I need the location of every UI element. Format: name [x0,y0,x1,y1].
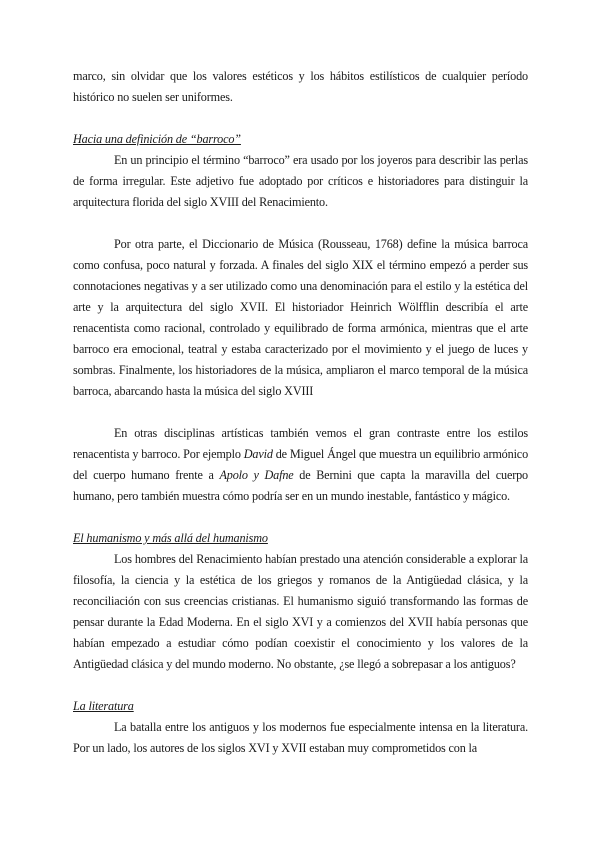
paragraph-text: de Bernini que capta la maravilla del cuerpo humano, pero también muestra cómo podría ser en un mundo inestable, fantástico y mágico. [73,468,529,503]
section-heading-barroco: Hacia una definición de “barroco” [73,132,241,146]
spacer [73,675,528,696]
section-heading-literatura: La literatura [73,699,134,713]
spacer [73,213,528,234]
spacer [73,108,528,129]
paragraph-text: En otras disciplinas artísticas también vemos el gran contraste entre los estilos renacentista y barroco. Por ejemplo [73,426,528,461]
document-page [73,66,528,759]
paragraph-literatura: La batalla entre los antiguos y los modernos fue especialmente intensa en la literatura. Por un lado, los autores de los siglos XVI y XVII estaban muy comprometidos con la [73,720,528,755]
paragraph-barroco-music: Por otra parte, el Diccionario de Música (Rousseau, 1768) define la música barroca como confusa, poco natural y forzada. A finales del siglo XIX el término empezó a perder sus connotaciones negativas y a ser utilizado como una denominación para el estilo y la estética del arte y la arquitectura del siglo XVII. El historiador Heinrich Wölfflin describía el arte renacentista como racional, controlado y equilibrado de forma armónica, mientras que el arte barroco era emocional, teatral y estaba caracterizado por el movimiento y el juego de luces y sombras. Finalmente, los historiadores de la música, ampliaron el marco temporal de la música barroca, abarcando hasta la música del siglo XVIII [73,237,528,398]
section-heading-humanismo: El humanismo y más allá del humanismo [73,531,268,545]
paragraph-humanismo: Los hombres del Renacimiento habían prestado una atención considerable a explorar la filosofía, la ciencia y la estética de los griegos y romanos de la Antigüedad clásica, y la reconciliación con sus creencias cristianas. El humanismo siguió transformando las formas de pensar durante la Edad Moderna. En el siglo XVI y a comienzos del XVII había personas que habían empezado a estudiar cómo podían coexistir el conocimiento y los valores de la Antigüedad clásica y del mundo moderno. No obstante, ¿se llegó a sobrepasar a los antiguos? [73,552,528,671]
paragraph-barroco-origin: En un principio el término “barroco” era usado por los joyeros para describir las perlas de forma irregular. Este adjetivo fue adoptado por críticos e historiadores para distinguir la arquitectura florida del siglo XVIII del Renacimiento. [73,153,528,209]
intro-paragraph: marco, sin olvidar que los valores estéticos y los hábitos estilísticos de cualquier período histórico no suelen ser uniformes. [73,69,528,104]
spacer [73,507,528,528]
spacer [73,402,528,423]
artwork-title-david: David [243,447,273,461]
paragraph-text: de Miguel Ángel que muestra un equilibrio armónico del cuerpo humano frente a [73,447,529,482]
artwork-title-apolo-dafne: Apolo y Dafne [219,468,294,482]
paragraph-barroco-art [73,423,528,507]
